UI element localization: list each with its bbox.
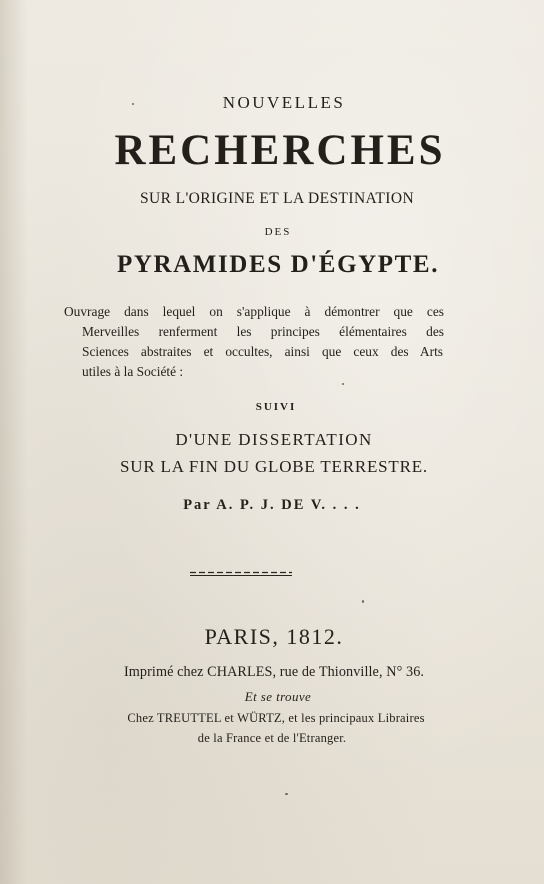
paper-speck: [285, 793, 288, 795]
description-text: Ouvrage dans lequel on s'applique à démontrer que ces: [64, 304, 444, 319]
title-sur-origine: SUR L'ORIGINE ET LA DESTINATION: [139, 190, 415, 207]
title-recherches: RECHERCHES: [114, 127, 446, 174]
paper-speck: [342, 383, 344, 385]
description-text: Sciences abstraites et occultes, ainsi que ceux des Arts: [82, 344, 443, 359]
description-text: utiles à la Société :: [82, 364, 184, 379]
imprint-place-date: PARIS, 1812.: [204, 624, 344, 649]
suivi-label: SUIVI: [255, 401, 297, 413]
title-nouvelles: NOUVELLES: [222, 93, 346, 112]
paper-speck: [132, 103, 134, 105]
dissertation-line-1: D'UNE DISSERTATION: [175, 430, 373, 449]
description-line-1: [64, 302, 444, 322]
description-line-4: [82, 362, 262, 382]
description-line-2: [82, 322, 444, 342]
paper-speck: [362, 600, 364, 603]
description-text: Merveilles renferment les principes élémentaires des: [82, 324, 444, 339]
imprint-sellers-line-1: Chez TREUTTEL et WÜRTZ, et les principaux Libraires: [127, 711, 425, 725]
title-des: DES: [264, 226, 292, 238]
title-pyramides: PYRAMIDES D'ÉGYPTE.: [116, 251, 440, 278]
imprint-sellers-line-2: de la France et de l'Etranger.: [197, 731, 347, 745]
description-line-3: [82, 342, 443, 362]
author-line: Par A. P. J. DE V. . . .: [183, 497, 361, 513]
dissertation-line-2: SUR LA FIN DU GLOBE TERRESTRE.: [120, 457, 428, 476]
ornamental-rule: [190, 571, 292, 577]
imprint-et-se-trouve: Et se trouve: [244, 689, 312, 704]
imprint-printer: Imprimé chez CHARLES, rue de Thionville, N° 36.: [123, 664, 425, 680]
